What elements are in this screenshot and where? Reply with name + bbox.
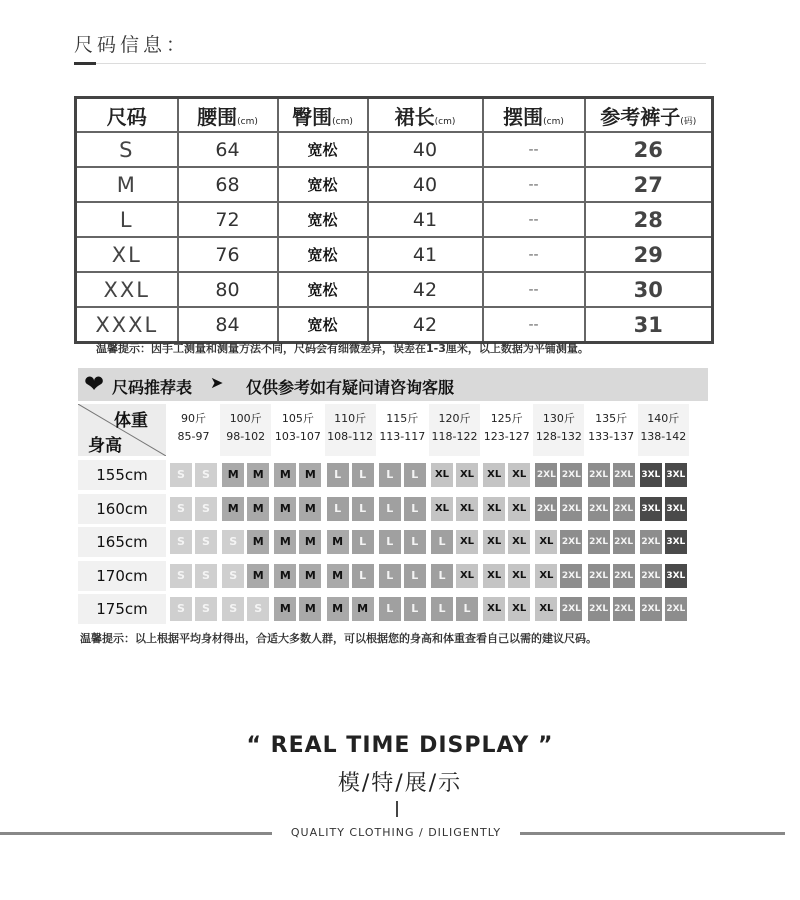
hem-cell: -- xyxy=(483,202,585,237)
size-cell: XL xyxy=(535,597,557,621)
weight-range: 128-132 xyxy=(535,430,582,443)
size-cell: L xyxy=(352,530,374,554)
size-cell: L xyxy=(404,463,426,487)
size-cell: S xyxy=(195,463,217,487)
size-cell: S xyxy=(195,497,217,521)
size-cell: 2XL xyxy=(640,530,662,554)
size-cell: 2XL xyxy=(560,463,582,487)
header-label: 腰围 xyxy=(197,104,238,129)
size-cell: S xyxy=(195,530,217,554)
table-row xyxy=(76,272,713,307)
size-cell: L xyxy=(379,530,401,554)
weight-jin: 130斤 xyxy=(542,412,575,425)
size-cell: XL xyxy=(456,530,478,554)
waist-cell: 72 xyxy=(178,202,278,237)
size-cell: 2XL xyxy=(640,597,662,621)
size-cell: 2XL xyxy=(588,463,610,487)
weight-column-header xyxy=(481,404,532,456)
table-row xyxy=(76,132,713,167)
size-cell: XL xyxy=(508,564,530,588)
size-cell: XL xyxy=(456,463,478,487)
size-cell: L xyxy=(404,497,426,521)
hip-cell: 宽松 xyxy=(278,272,368,307)
size-cell: XL xyxy=(483,530,505,554)
header-label: 参考裤子 xyxy=(600,104,681,129)
size-chart-table xyxy=(74,96,714,344)
size-cell: 2XL xyxy=(560,530,582,554)
header-ref-pants xyxy=(585,98,713,133)
size-cell: L xyxy=(456,597,478,621)
size-cell: 2XL xyxy=(665,597,687,621)
size-cell: M xyxy=(299,597,321,621)
weight-range: 113-117 xyxy=(379,430,426,443)
size-cell: XL xyxy=(483,564,505,588)
size-cell: L xyxy=(404,597,426,621)
header-unit: (cm) xyxy=(332,116,353,127)
size-cell: XL xyxy=(508,497,530,521)
hip-cell: 宽松 xyxy=(278,167,368,202)
size-cell: XL xyxy=(535,530,557,554)
weight-jin: 115斤 xyxy=(386,412,419,425)
size-cell: 2XL xyxy=(588,564,610,588)
weight-column-header xyxy=(220,404,271,456)
length-cell: 41 xyxy=(368,202,483,237)
hem-cell: -- xyxy=(483,132,585,167)
size-cell: M xyxy=(76,167,178,202)
header-unit: (cm) xyxy=(237,116,258,127)
size-cell: 2XL xyxy=(613,463,635,487)
hem-cell: -- xyxy=(483,272,585,307)
size-cell: M xyxy=(299,463,321,487)
height-row-label: 175cm xyxy=(78,594,166,624)
size-cell: M xyxy=(274,597,296,621)
hip-cell: 宽松 xyxy=(278,237,368,272)
weight-range: 133-137 xyxy=(588,430,635,443)
real-time-display-title: “ REAL TIME DISPLAY ” xyxy=(246,733,554,758)
weight-axis-label: 体重 xyxy=(114,411,148,431)
size-cell: 2XL xyxy=(535,463,557,487)
weight-range: 108-112 xyxy=(327,430,374,443)
size-cell: M xyxy=(299,497,321,521)
size-cell: L xyxy=(352,497,374,521)
vertical-divider xyxy=(396,801,398,817)
weight-range: 123-127 xyxy=(483,430,530,443)
size-cell: M xyxy=(327,530,349,554)
size-cell: XL xyxy=(483,497,505,521)
size-cell: XL xyxy=(508,463,530,487)
height-row-label: 160cm xyxy=(78,494,166,524)
size-cell: XXL xyxy=(76,272,178,307)
size-cell: L xyxy=(431,597,453,621)
size-table-header-row xyxy=(76,98,713,133)
size-cell: 3XL xyxy=(665,530,687,554)
height-row-label: 170cm xyxy=(78,561,166,591)
size-cell: L xyxy=(431,530,453,554)
header-length xyxy=(368,98,483,133)
size-cell: M xyxy=(222,497,244,521)
size-cell: M xyxy=(222,463,244,487)
weight-column-header xyxy=(272,404,323,456)
size-cell: L xyxy=(379,597,401,621)
weight-range: 98-102 xyxy=(226,430,266,443)
arrow-right-icon: ➤ xyxy=(210,373,224,392)
weight-range: 85-97 xyxy=(177,430,210,443)
size-cell: 3XL xyxy=(665,463,687,487)
size-cell: M xyxy=(274,497,296,521)
size-cell: M xyxy=(299,530,321,554)
size-recommendation-grid xyxy=(78,404,708,626)
table-row xyxy=(76,167,713,202)
size-cell: L xyxy=(327,463,349,487)
length-cell: 41 xyxy=(368,237,483,272)
waist-cell: 68 xyxy=(178,167,278,202)
weight-column-header xyxy=(325,404,376,456)
size-cell: S xyxy=(222,597,244,621)
size-table-body xyxy=(76,132,713,343)
size-cell: S xyxy=(170,530,192,554)
size-cell: 3XL xyxy=(640,497,662,521)
size-cell: L xyxy=(404,564,426,588)
size-cell: M xyxy=(352,597,374,621)
size-cell: M xyxy=(327,597,349,621)
size-cell: 3XL xyxy=(665,564,687,588)
height-row-label: 165cm xyxy=(78,527,166,557)
length-cell: 42 xyxy=(368,307,483,343)
tagline-left-rule xyxy=(0,832,272,835)
size-cell: 2XL xyxy=(613,530,635,554)
size-cell: XL xyxy=(431,463,453,487)
waist-cell: 84 xyxy=(178,307,278,343)
size-cell: L xyxy=(327,497,349,521)
title-accent-bar xyxy=(74,62,96,65)
header-label: 尺码 xyxy=(106,104,147,129)
model-display-subtitle: 模/特/展/示 xyxy=(337,771,463,796)
size-cell: L xyxy=(379,463,401,487)
size-cell: S xyxy=(170,597,192,621)
size-cell: XL xyxy=(508,530,530,554)
weight-jin: 100斤 xyxy=(229,412,262,425)
size-cell: 2XL xyxy=(613,497,635,521)
header-label: 裙长 xyxy=(394,104,435,129)
size-cell: XL xyxy=(483,463,505,487)
size-cell: 2XL xyxy=(535,497,557,521)
size-cell: 2XL xyxy=(588,530,610,554)
size-cell: M xyxy=(327,564,349,588)
weight-column-header xyxy=(638,404,689,456)
weight-range: 103-107 xyxy=(274,430,321,443)
section-title: 尺码信息： xyxy=(74,34,190,56)
size-cell: S xyxy=(170,463,192,487)
table-row xyxy=(76,307,713,343)
header-label: 摆围 xyxy=(503,104,544,129)
header-unit: (码) xyxy=(680,116,697,127)
size-cell: 3XL xyxy=(640,463,662,487)
hip-cell: 宽松 xyxy=(278,132,368,167)
grid-corner-header xyxy=(78,404,166,456)
ref-pants-cell: 28 xyxy=(585,202,713,237)
ref-pants-cell: 29 xyxy=(585,237,713,272)
size-cell: M xyxy=(247,530,269,554)
hip-cell: 宽松 xyxy=(278,307,368,343)
size-cell: S xyxy=(247,597,269,621)
title-divider xyxy=(74,63,706,64)
size-cell: 2XL xyxy=(560,497,582,521)
quality-tagline: QUALITY CLOTHING / DILIGENTLY xyxy=(290,826,502,839)
size-cell: XL xyxy=(456,497,478,521)
size-cell: S xyxy=(170,497,192,521)
length-cell: 40 xyxy=(368,167,483,202)
size-cell: L xyxy=(379,564,401,588)
size-cell: XL xyxy=(76,237,178,272)
weight-column-header xyxy=(168,404,219,456)
recommend-subtitle: 仅供参考如有疑问请咨询客服 xyxy=(246,378,455,397)
ref-pants-cell: 30 xyxy=(585,272,713,307)
weight-column-header xyxy=(377,404,428,456)
size-cell: XL xyxy=(431,497,453,521)
header-hip xyxy=(278,98,368,133)
size-cell: L xyxy=(431,564,453,588)
size-cell: 2XL xyxy=(560,597,582,621)
weight-jin: 90斤 xyxy=(181,412,206,425)
size-cell: 2XL xyxy=(640,564,662,588)
weight-jin: 120斤 xyxy=(438,412,471,425)
waist-cell: 76 xyxy=(178,237,278,272)
size-cell: S xyxy=(222,530,244,554)
measurement-tip: 温馨提示：因手工测量和测量方法不同，尺码会有细微差异，误差在1-3厘米，以上数据为平铺测量。 xyxy=(96,342,589,355)
size-cell: S xyxy=(222,564,244,588)
size-cell: L xyxy=(404,530,426,554)
ref-pants-cell: 26 xyxy=(585,132,713,167)
size-cell: S xyxy=(170,564,192,588)
table-row xyxy=(76,237,713,272)
header-unit: (cm) xyxy=(434,116,456,127)
weight-range: 118-122 xyxy=(431,430,478,443)
size-cell: M xyxy=(274,463,296,487)
size-cell: L xyxy=(352,463,374,487)
ref-pants-cell: 27 xyxy=(585,167,713,202)
weight-jin: 110斤 xyxy=(334,412,367,425)
size-cell: L xyxy=(379,497,401,521)
size-cell: M xyxy=(247,564,269,588)
size-cell: 3XL xyxy=(665,497,687,521)
size-cell: 2XL xyxy=(560,564,582,588)
weight-range: 138-142 xyxy=(640,430,687,443)
ref-pants-cell: 31 xyxy=(585,307,713,343)
weight-column-header xyxy=(533,404,584,456)
size-cell: XL xyxy=(535,564,557,588)
hem-cell: -- xyxy=(483,307,585,343)
size-cell: M xyxy=(247,497,269,521)
size-cell: XL xyxy=(456,564,478,588)
size-cell: 2XL xyxy=(613,564,635,588)
size-cell: S xyxy=(195,597,217,621)
heart-icon: ❤ xyxy=(84,370,105,398)
size-cell: M xyxy=(247,463,269,487)
size-cell: XXXL xyxy=(76,307,178,343)
header-size xyxy=(76,98,178,133)
height-row-label: 155cm xyxy=(78,460,166,490)
header-unit: (cm) xyxy=(543,116,564,127)
size-cell: XL xyxy=(508,597,530,621)
size-cell: M xyxy=(299,564,321,588)
size-cell: 2XL xyxy=(588,597,610,621)
height-axis-label: 身高 xyxy=(88,436,122,456)
weight-jin: 125斤 xyxy=(490,412,523,425)
length-cell: 40 xyxy=(368,132,483,167)
size-cell: 2XL xyxy=(588,497,610,521)
weight-jin: 105斤 xyxy=(281,412,314,425)
waist-cell: 64 xyxy=(178,132,278,167)
waist-cell: 80 xyxy=(178,272,278,307)
weight-jin: 135斤 xyxy=(595,412,628,425)
hem-cell: -- xyxy=(483,167,585,202)
table-row xyxy=(76,202,713,237)
size-cell: XL xyxy=(483,597,505,621)
header-label: 臀围 xyxy=(292,104,333,129)
size-cell: L xyxy=(352,564,374,588)
size-cell: M xyxy=(274,530,296,554)
size-cell: S xyxy=(195,564,217,588)
hip-cell: 宽松 xyxy=(278,202,368,237)
weight-jin: 140斤 xyxy=(647,412,680,425)
hem-cell: -- xyxy=(483,237,585,272)
size-cell: M xyxy=(274,564,296,588)
weight-column-header xyxy=(586,404,637,456)
header-hem xyxy=(483,98,585,133)
header-waist xyxy=(178,98,278,133)
weight-column-header xyxy=(429,404,480,456)
length-cell: 42 xyxy=(368,272,483,307)
recommend-title: 尺码推荐表 xyxy=(112,378,193,397)
recommend-tip: 温馨提示：以上根据平均身材得出，合适大多数人群，可以根据您的身高和体重查看自己以需的建议尺码。 xyxy=(80,632,597,645)
tagline-right-rule xyxy=(520,832,785,835)
size-cell: 2XL xyxy=(613,597,635,621)
size-cell: L xyxy=(76,202,178,237)
size-cell: S xyxy=(76,132,178,167)
